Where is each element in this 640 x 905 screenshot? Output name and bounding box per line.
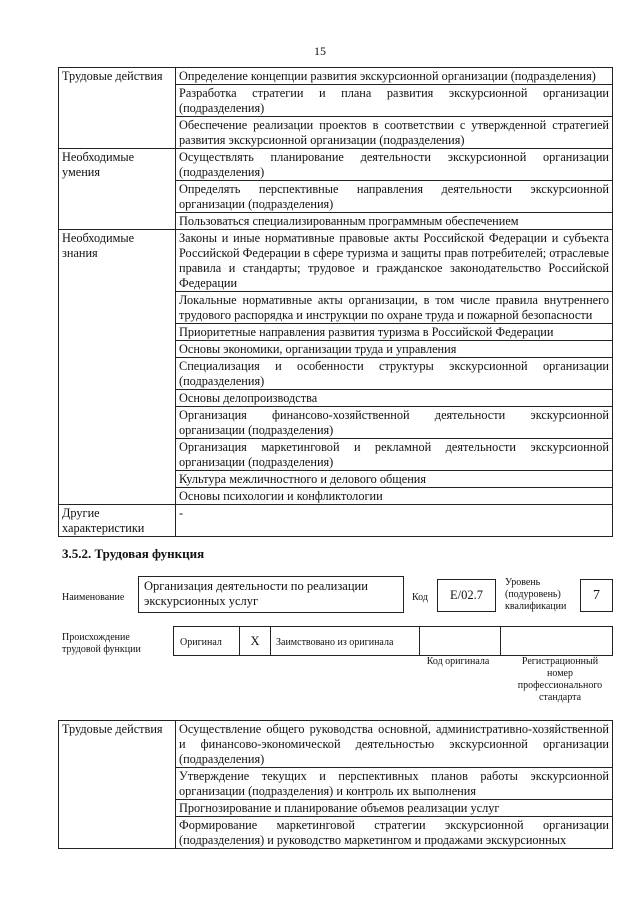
reg-number-caption: Регистрационный номер профессионального стандарта	[517, 656, 603, 703]
code-original-cell	[419, 627, 501, 655]
origin-row	[173, 626, 613, 656]
function-name-value: Организация деятельности по реализации экскурсионных услуг	[144, 579, 368, 608]
row-group-label: Трудовые действия	[59, 68, 176, 149]
table-cell: Законы и иные нормативные правовые акты Российской Федерации и субъекта Российской Федерации в сфере туризма и защиты прав потребителей; отраслевые правила и стандарты; трудовое и гражданское законодательство Российской Федерации	[176, 230, 613, 292]
section-heading: 3.5.2. Трудовая функция	[62, 546, 205, 561]
table-row	[59, 68, 613, 85]
table-row	[59, 505, 613, 537]
table-row	[59, 149, 613, 181]
level-box	[580, 579, 613, 612]
table-cell: Определять перспективные направления деятельности экскурсионной организации (подразделения)	[176, 181, 613, 213]
table-cell: Осуществление общего руководства основной, административно-хозяйственной и финансово-экономической деятельностью экскурсионной организации (подразделения)	[176, 721, 613, 768]
name-label: Наименование	[62, 592, 125, 603]
row-group-label: Трудовые действия	[59, 721, 176, 849]
row-group-label: Необходимые умения	[59, 149, 176, 230]
row-group-label: Необходимые знания	[59, 230, 176, 505]
origin-label: Происхождение трудовой функции	[62, 632, 141, 655]
table-cell: Основы психологии и конфликтологии	[176, 488, 613, 505]
table-row	[59, 230, 613, 292]
table-cell: Культура межличностного и делового общения	[176, 471, 613, 488]
job-description-table	[58, 67, 613, 537]
function-name-box	[138, 576, 404, 613]
table-cell: Организация финансово-хозяйственной деятельности экскурсионной организации (подразделения)	[176, 407, 613, 439]
table-cell: Локальные нормативные акты организации, в том числе правила внутреннего трудового распорядка и инструкции по охране труда и пожарной безопасности	[176, 292, 613, 324]
table-cell: Формирование маркетинговой стратегии экскурсионной организации (подразделения) и руководство маркетингом и продажами экскурсионных	[176, 817, 613, 849]
table-cell: Пользоваться специализированным программным обеспечением	[176, 213, 613, 230]
table-cell: Разработка стратегии и плана развития экскурсионной организации (подразделения)	[176, 85, 613, 117]
table-cell: Определение концепции развития экскурсионной организации (подразделения)	[176, 68, 613, 85]
code-label: Код	[412, 592, 428, 603]
level-label: Уровень (подуровень) квалификации	[505, 577, 567, 612]
table-cell: Утверждение текущих и перспективных планов работы экскурсионной организации (подразделения) и контроль их выполнения	[176, 768, 613, 800]
table-cell: Осуществлять планирование деятельности экскурсионной организации (подразделения)	[176, 149, 613, 181]
code-box	[437, 579, 496, 612]
original-checkbox	[239, 627, 271, 655]
job-function-table	[58, 720, 613, 849]
page-number: 15	[314, 44, 326, 58]
table-row	[59, 721, 613, 768]
table-cell: Специализация и особенности структуры экскурсионной организации (подразделения)	[176, 358, 613, 390]
table-cell: Основы экономики, организации труда и управления	[176, 341, 613, 358]
borrowed-label: Заимствовано из оригинала	[276, 637, 394, 648]
row-group-label: Другие характеристики	[59, 505, 176, 537]
table-cell: Основы делопроизводства	[176, 390, 613, 407]
level-value: 7	[593, 587, 600, 603]
table-cell: Прогнозирование и планирование объемов реализации услуг	[176, 800, 613, 817]
table-cell: Приоритетные направления развития туризма в Российской Федерации	[176, 324, 613, 341]
table-cell: -	[176, 505, 613, 537]
code-value: E/02.7	[450, 588, 483, 602]
table-cell: Организация маркетинговой и рекламной деятельности экскурсионной организации (подразделения)	[176, 439, 613, 471]
table-cell: Обеспечение реализации проектов в соответствии с утвержденной стратегией развития экскурсионной организации (подразделения)	[176, 117, 613, 149]
code-original-caption: Код оригинала	[426, 656, 490, 667]
original-mark: X	[250, 633, 260, 648]
original-label: Оригинал	[180, 637, 222, 648]
